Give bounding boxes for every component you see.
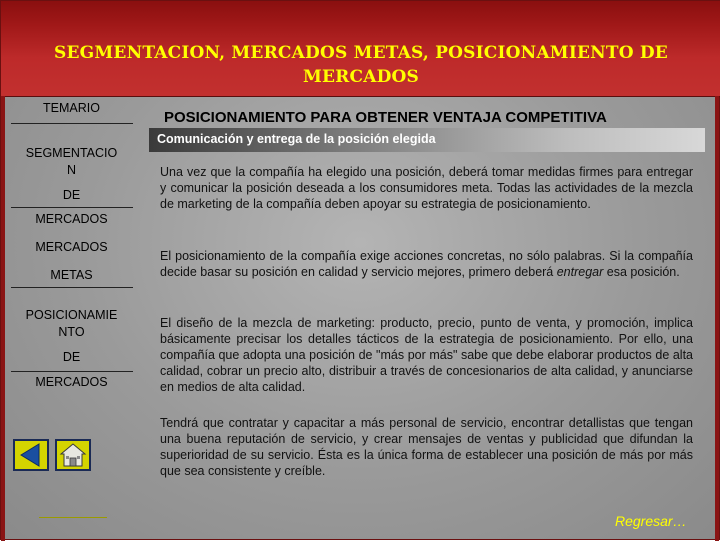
sidebar-item-segmentacion-line4[interactable]: MERCADOS [35,212,108,226]
sidebar-item-segmentacion-line2[interactable]: N [66,163,77,177]
paragraph-1: Una vez que la compañía ha elegido una posición, deberá tomar medidas firmes para entregar y comunicar la posición deseada a los consumidores meta. Todas las actividades de la mezcla de marketing de la compañía deben apoyar su estrategia de posicionamiento. [160,165,693,211]
sidebar-item-posicionamiento-line2[interactable]: NTO [58,325,85,339]
sidebar-item-mercados-metas-line2[interactable]: METAS [50,268,93,282]
home-icon [57,441,89,469]
home-button[interactable] [55,439,91,471]
paragraph-2-text: El posicionamiento de la compañía exige acciones concretas, no sólo palabras. Si la compañía decide basar su posición en calidad y servicio mejores, primero deberá [160,249,693,279]
section-heading: POSICIONAMIENTO PARA OBTENER VENTAJA COMPETITIVA [164,109,607,126]
sidebar [9,96,134,541]
sidebar-divider [11,371,133,372]
paragraph-2-emphasis: entregar [556,265,604,279]
sidebar-item-posicionamiento-line1[interactable]: POSICIONAMIE [25,308,118,322]
right-border [715,96,719,541]
paragraph-2-end: esa posición. [603,265,680,279]
footer-line [39,517,107,518]
back-button[interactable] [13,439,49,471]
sidebar-divider [11,123,133,124]
header-bar [1,1,720,97]
subtopic-band [149,128,705,152]
back-arrow-icon [15,441,47,469]
sidebar-divider [11,287,133,288]
page-title: SEGMENTACION, MERCADOS METAS, POSICIONAMIENTO DE MERCADOS [54,43,668,87]
left-border [1,96,5,541]
subtopic-label: Comunicación y entrega de la posición elegida [157,132,436,146]
sidebar-item-posicionamiento-line4[interactable]: MERCADOS [35,375,108,389]
paragraph-3: El diseño de la mezcla de marketing: producto, precio, punto de venta, y promoción, implica básicamente precisar los detalles tácticos de la estrategia de posicionamiento. Por ello, una compañía que adopta una posición de "más por más" sabe que debe elaborar productos de alta calidad, cobrar un precio alto, distribuir a través de concesionarios de alta calidad, y anunciarse en medios de alta calidad. [160,316,693,394]
regresar-link[interactable]: Regresar… [615,513,687,529]
sidebar-item-segmentacion-line1[interactable]: SEGMENTACIO [25,146,118,160]
sidebar-item-segmentacion-line3[interactable]: DE [62,188,81,202]
sidebar-divider [11,207,133,208]
sidebar-heading-temario: TEMARIO [43,101,100,115]
paragraph-2 [160,248,693,280]
paragraph-4: Tendrá que contratar y capacitar a más personal de servicio, encontrar detallistas que tengan una buena reputación de servicio, y crear mensajes de ventas y publicidad que difundan la superioridad de su servicio. Ésta es la única forma de establecer una posición de más por más que sea consistente y creíble. [160,416,693,478]
sidebar-item-posicionamiento-line3[interactable]: DE [62,350,81,364]
sidebar-item-mercados-metas-line1[interactable]: MERCADOS [35,240,108,254]
